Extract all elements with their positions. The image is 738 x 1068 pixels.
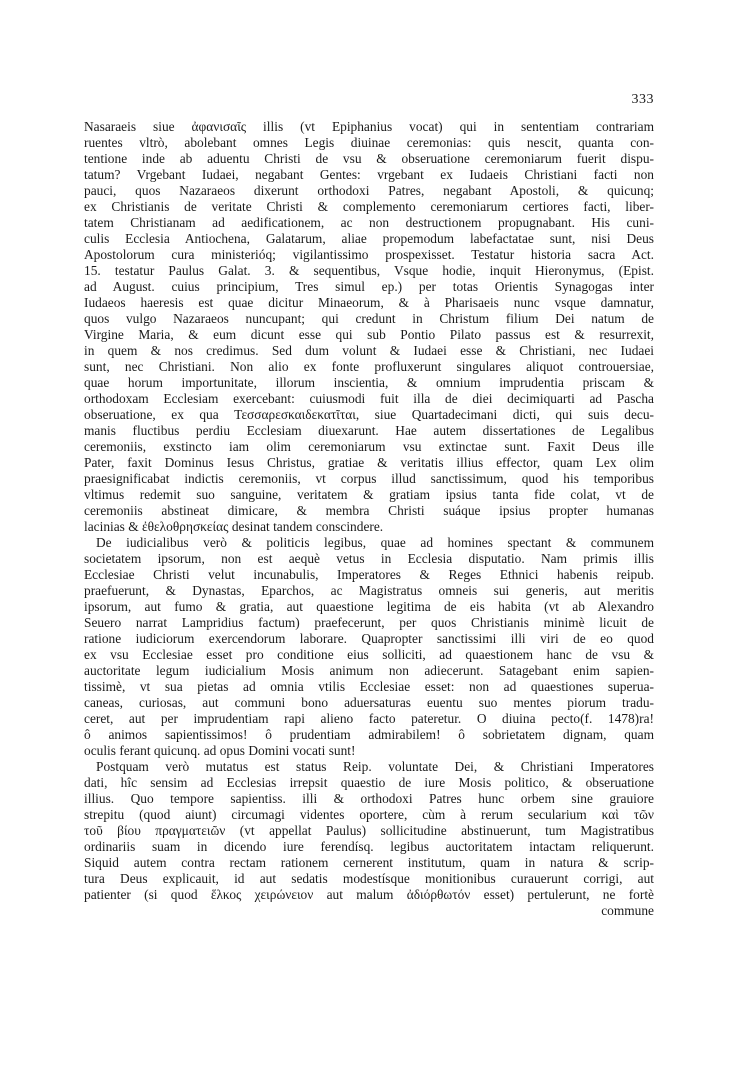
text-line: in quem & nos credimus. Sed dum volunt & Iudaei esse & Christiani, nec Iudaei: [84, 343, 654, 358]
text-line: Pater, faxit Dominus Iesus Christus, gratiae & veritatis illius effector, quam Lex olim: [84, 455, 654, 470]
text-line: orthodoxam Ecclesiam exercebant: cuiusmodi fuit illa de diei decimiquarti ad Pascha: [84, 391, 654, 406]
text-line: tentione inde ab aduentu Christi de vsu & obseruatione ceremoniarum fuerit dispu-: [84, 151, 654, 166]
text-line: Siquid autem contra rectam rationem cernerent institutum, quam in natura & scrip-: [84, 855, 654, 870]
text-line: ceremoniis, exstincto iam olim ceremoniarum vsu extinctae sunt. Faxit Deus ille: [84, 439, 654, 454]
text-line: praefuerunt, & Dynastas, Eparchos, ac Magistratus omneis sui generis, aut meritis: [84, 583, 654, 598]
text-line: ruentes vltrò, abolebant omnes Legis diuinae ceremonias: quis nescit, quanta con-: [84, 135, 654, 150]
text-line: ordinariis suam in dicendo iure ferendísq. legibus auctoritatem intactam reliquerunt.: [84, 839, 654, 854]
text-line: dati, hîc sensim ad Ecclesias irrepsit quaestio de iure Mosis politico, & obseruatione: [84, 775, 654, 790]
text-line: De iudicialibus verò & politicis legibus, quae ad homines spectant & communem: [96, 535, 654, 550]
text-line: auctoritate legum iudicialium Mosis animum non adiecerunt. Satagebant enim sapien-: [84, 663, 654, 678]
body-text: [84, 119, 654, 919]
text-line: pauci, quos Nazaraeos dixerunt orthodoxi Patres, negabant Apostoli, & quicunq;: [84, 183, 654, 198]
text-line: tura Deus explicauit, id aut sedatis modestísque monitionibus curauerunt corrigi, aut: [84, 871, 654, 886]
text-line: Ecclesiae Christi velut incunabulis, Imperatores & Reges Ethnici habenis reipub.: [84, 567, 654, 582]
text-line: Apostolorum cura ministerióq; vigilantissimo prospexisset. Testatur historia sacra Act.: [84, 247, 654, 262]
text-line: vltimus redemit suo sanguine, veritatem & gratiam ipsius tanta fide colat, vt de: [84, 487, 654, 502]
text-line: tatem Christianam ad aedificationem, ac non destructionem propugnabant. His cuni-: [84, 215, 654, 230]
text-line: ad August. cuius principium, Tres simul ep.) per totas Orientis Synagogas inter: [84, 279, 654, 294]
text-line: Iudaeos haeresis est quae dicitur Minaeorum, & à Pharisaeis nunc vsque damnatur,: [84, 295, 654, 310]
text-line: quae horum importunitate, illorum inscientia, & omnium imprudentia priscam &: [84, 375, 654, 390]
text-line: τοῦ βίου πραγματειῶν (vt appellat Paulus) sollicitudine abstinuerunt, tum Magistratibus: [84, 823, 654, 838]
text-line: Virgine Maria, & eum dicunt esse qui sub Pontio Pilato passus est & resurrexit,: [84, 327, 654, 342]
text-line: Nasaraeis siue ἀφανισαῖς illis (vt Epiphanius vocat) qui in sententiam contrariam: [84, 119, 654, 134]
text-line: caneas, curiosas, aut communi bono aduersaturas euentu suo mentes piorum tradu-: [84, 695, 654, 710]
text-line: sunt, nec Christiani. Non alio ex fonte profluxerunt singulares aliquot controuersiae,: [84, 359, 654, 374]
text-line: ceremoniis abstineat dimicare, & membra Christi suáque ipsius propter humanas: [84, 503, 654, 518]
text-line: 15. testatur Paulus Galat. 3. & sequentibus, Vsque hodie, inquit Hieronymus, (Epist.: [84, 263, 654, 278]
text-line: quos vulgo Nazaraeos nuncupant; qui credunt in Christum filium Dei natum de: [84, 311, 654, 326]
text-line: Seuero narrat Lampridius factum) praefecerunt, per quos Christianis minimè licuit de: [84, 615, 654, 630]
page-number: 333: [631, 92, 654, 107]
text-line: praesignificabat indictis ceremoniis, vt corpus illud sanctissimum, quod his temporibus: [84, 471, 654, 486]
text-line: Postquam verò mutatus est status Reip. voluntate Dei, & Christiani Imperatores: [96, 759, 654, 774]
text-line: oculis ferant quicunq. ad opus Domini vocati sunt!: [84, 743, 356, 758]
catchword: commune: [601, 903, 654, 918]
text-line: culis Ecclesia Antiochena, Galatarum, aliae propemodum labefactatae sunt, nisi Deus: [84, 231, 654, 246]
text-line: obseruatione, ex qua Τεσσαρεσκαιδεκατῖται, siue Quartadecimani dicti, qui suis decu-: [84, 407, 654, 422]
text-line: societatem ipsorum, non est aequè vetus in Ecclesia disputatio. Nam primis illis: [84, 551, 654, 566]
text-line: ratione iudiciorum exercendorum laborare. Quapropter sanctissimi illi viri de eo quod: [84, 631, 654, 646]
text-line: ô animos sapientissimos! ô prudentiam admirabilem! ô sobrietatem dignam, quam: [84, 727, 654, 742]
text-line: ipsorum, aut fumo & gratia, aut quaestione legitima de eis habita (vt ab Alexandro: [84, 599, 654, 614]
text-line: patienter (si quod ἕλκος χειρώνειον aut malum ἀδιόρθωτόν esset) pertulerunt, ne fortè: [84, 887, 654, 902]
text-line: lacinias & ἐθελοθρησκείας desinat tandem conscindere.: [84, 519, 384, 534]
text-line: tissimè, vt sua pietas ad omnia vtilis Ecclesiae esset: non ad quaestiones superua-: [84, 679, 654, 694]
text-line: strepitu (quod aiunt) circumagi videntes oportere, cùm à rerum secularium καὶ τῶν: [84, 807, 654, 822]
text-line: manis fluctibus perdiu Ecclesiam diuexarunt. Hae autem dissertationes de Legalibus: [84, 423, 654, 438]
text-line: illius. Quo tempore sapientiss. illi & orthodoxi Patres hunc orbem sine grauiore: [84, 791, 654, 806]
text-line: ex vsu Ecclesiae esset pro conditione eius solliciti, ad quaestionem hanc de vsu &: [84, 647, 654, 662]
text-line: tatum? Vrgebant Iudaei, negabant Gentes: vrgebant ex Iudaeis Christiani facti non: [84, 167, 654, 182]
text-line: ceret, aut per imprudentiam rapi alieno facto pateretur. O diuina pecto(f. 1478)ra!: [84, 711, 654, 726]
text-line: ex Christianis de veritate Christi & complemento ceremoniarum certiores facti, liber-: [84, 199, 654, 214]
